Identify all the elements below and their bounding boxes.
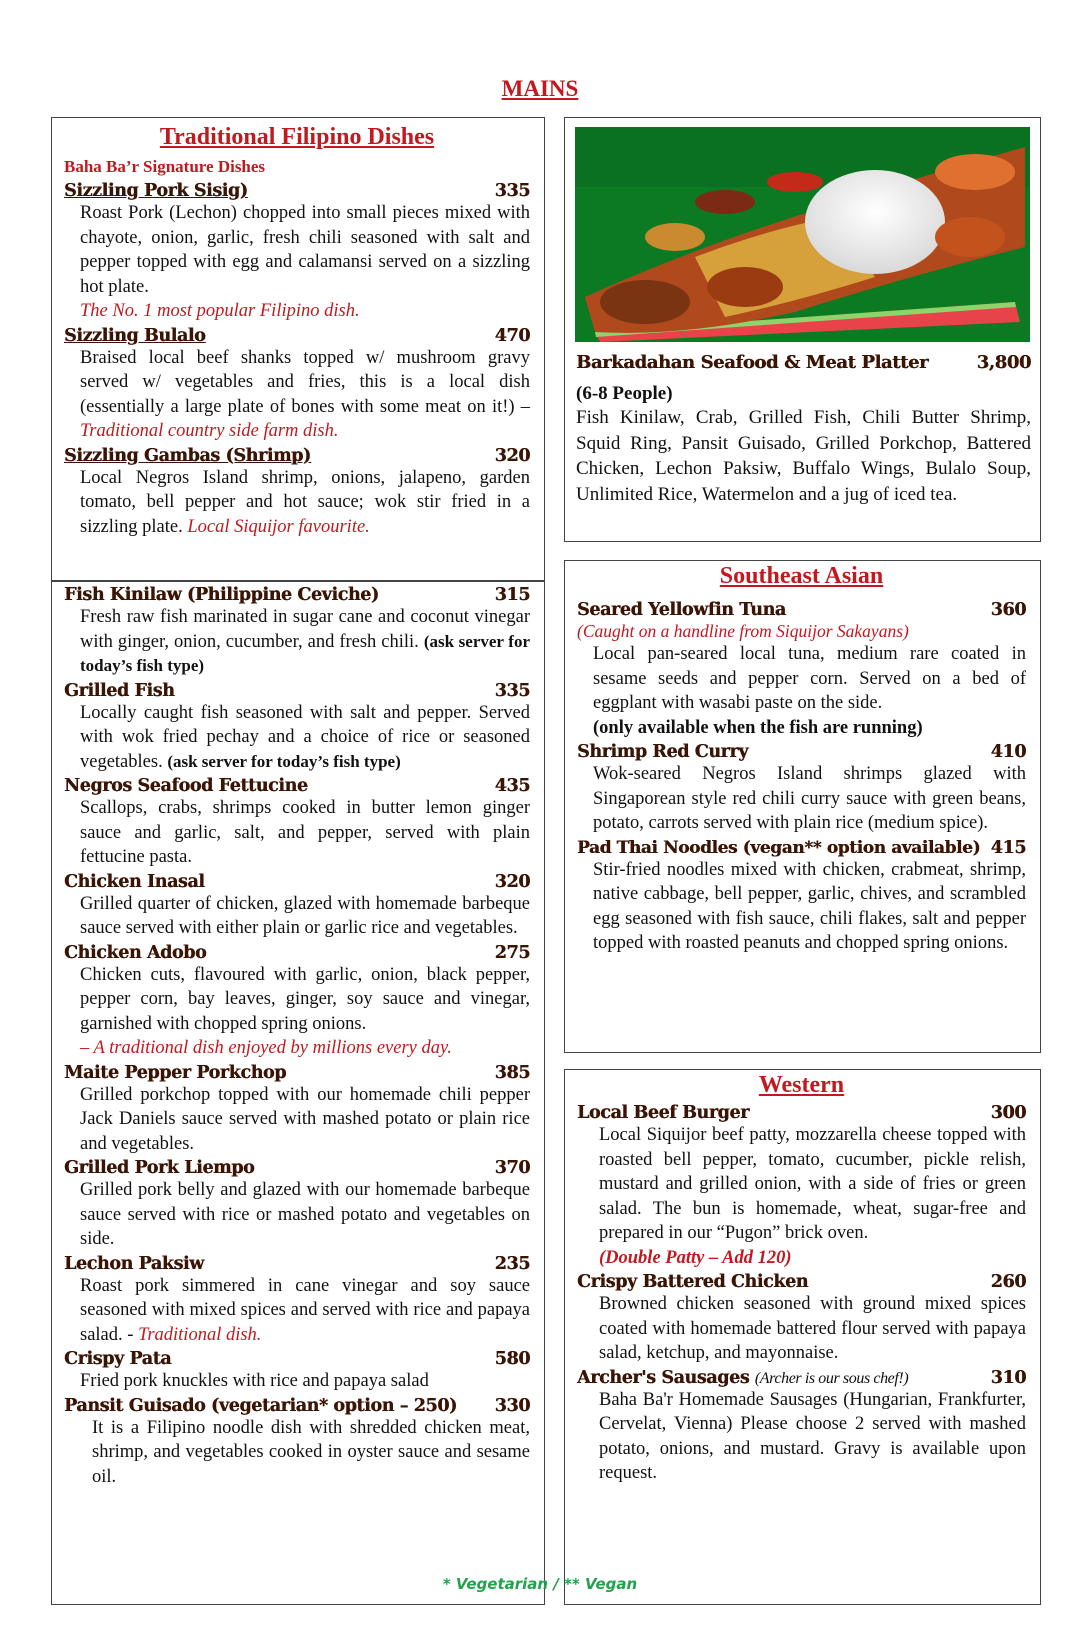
item-name: Chicken Inasal — [64, 871, 205, 892]
item-desc: Chicken cuts, flavoured with garlic, onion, black pepper, pepper corn, bay leaves, ginger, soy sauce and vinegar, garnished with chopped spring onions. — [80, 964, 530, 1034]
item-desc: Scallops, crabs, shrimps cooked in butter lemon ginger sauce and garlic, salt, and pepper, served with plain fettucine pasta. — [80, 798, 530, 867]
item-price: 235 — [494, 1253, 530, 1274]
platter-people: (6-8 People) — [576, 383, 673, 404]
platter-desc: Fish Kinilaw, Crab, Grilled Fish, Chili Butter Shrimp, Squid Ring, Pansit Guisado, Grilled Porkchop, Battered Chicken, Lechon Paksiw, Buffalo Wings, Bulalo Soup, Unlimited Rice, Watermelon and a jug of iced tea. — [576, 407, 1031, 505]
menu-item-sisig — [64, 181, 530, 324]
item-price: 330 — [494, 1395, 530, 1416]
item-price: 300 — [990, 1103, 1026, 1123]
item-desc: Roast pork simmered in cane vinegar and soy sauce seasoned with mixed spices and served with rice and papaya salad. - — [80, 1275, 530, 1345]
menu-item-burger — [577, 1103, 1026, 1270]
item-note: The No. 1 most popular Filipino dish. — [80, 301, 360, 321]
diet-legend: * Vegetarian / ** Vegan — [442, 1575, 638, 1593]
item-name: Local Beef Burger — [577, 1103, 749, 1123]
item-price: 385 — [494, 1062, 530, 1083]
item-name: Lechon Paksiw — [64, 1253, 204, 1274]
item-price: 470 — [494, 325, 530, 346]
item-desc: Stir-fried noodles mixed with chicken, crabmeat, shrimp, native cabbage, bell pepper, garlic, chives, and scrambled egg seasoned with fish sauce, chili flakes, salt and pepper topped with roasted peanuts and chopped spring onions. — [593, 859, 1026, 953]
item-name: Sizzling Bulalo — [64, 325, 206, 346]
platter-image — [575, 127, 1030, 342]
item-name: Crispy Pata — [64, 1349, 172, 1369]
item-desc: Browned chicken seasoned with ground mixed spices coated with homemade battered flour served with papaya salad, ketchup, and mayonnaise. — [599, 1294, 1026, 1363]
item-name: Sizzling Gambas (Shrimp) — [64, 445, 311, 466]
item-desc: Braised local beef shanks topped w/ mushroom gravy served w/ vegetables and fries, this is a local dish (essentially a large plate of bones with some meat on it!) – — [80, 347, 530, 417]
menu-item-gambas — [64, 446, 530, 540]
menu-item-crispy-pata — [64, 1349, 530, 1394]
page-title: MAINS — [501, 76, 579, 101]
southeast-box — [564, 560, 1041, 1053]
item-name: Negros Seafood Fettucine — [64, 776, 308, 796]
item-desc: Grilled porkchop topped with our homemade chili pepper Jack Daniels sauce served with mashed potato or plain rice and vegetables. — [80, 1084, 530, 1154]
platter-text — [576, 350, 1031, 507]
item-price: 315 — [494, 585, 530, 605]
menu-item-adobo — [64, 943, 530, 1061]
platter-name: Barkadahan Seafood & Meat Platter — [576, 352, 929, 373]
traditional-box — [51, 117, 545, 582]
item-name: Fish Kinilaw (Philippine Ceviche) — [64, 585, 379, 605]
item-name: Grilled Fish — [64, 680, 175, 701]
item-desc: Wok-seared Negros Island shrimps glazed with Singaporean style red chili curry sauce with green beans, potato, carrots served with plain rice (medium spice). — [593, 764, 1026, 833]
item-desc: It is a Filipino noodle dish with shredded chicken meat, shrimp, and vegetables cooked in oyster sauce and sesame oil. — [92, 1417, 530, 1487]
southeast-title: Southeast Asian — [719, 563, 884, 589]
item-price: 320 — [494, 445, 530, 466]
item-price: 435 — [494, 776, 530, 796]
item-name: Seared Yellowfin Tuna — [577, 600, 786, 620]
item-note: Local Siquijor favourite. — [187, 516, 370, 537]
traditional-title: Traditional Filipino Dishes — [159, 124, 435, 150]
menu-item-sausages — [577, 1368, 1026, 1486]
western-title: Western — [758, 1072, 845, 1098]
item-price: 360 — [990, 600, 1026, 620]
item-name: Pansit Guisado (vegetarian* option – 250) — [64, 1395, 457, 1416]
item-name: Grilled Pork Liempo — [64, 1158, 255, 1178]
menu-item-kinilaw — [64, 585, 530, 679]
item-desc: Fried pork knuckles with rice and papaya salad — [80, 1371, 429, 1391]
item-name: Archer's Sausages — [577, 1367, 750, 1388]
platter-photo-svg — [575, 127, 1030, 342]
item-name: Sizzling Pork Sisig) — [64, 181, 248, 201]
item-name-note: (Archer is our sous chef!) — [754, 1369, 909, 1387]
item-subnote: (Caught on a handline from Siquijor Sakayans) — [577, 621, 909, 641]
menu-item-grilled-fish — [64, 681, 530, 775]
item-desc: Local pan-seared local tuna, medium rare coated in sesame seeds and pepper corn. Served on a bed of eggplant with wasabi paste on the side. — [593, 644, 1026, 713]
item-desc: Local Siquijor beef patty, mozzarella cheese topped with roasted bell pepper, tomato, cucumber, pickle relish, mustard and grilled onion, with a side of fries or green salad. The bun is homemade, wheat, sugar-free and prepared in our “Pugon” brick oven. — [599, 1125, 1026, 1243]
menu-item-bulalo — [64, 326, 530, 444]
traditional-more-box — [51, 580, 545, 1605]
item-name: Maite Pepper Porkchop — [64, 1062, 287, 1083]
menu-item-paksiw — [64, 1254, 530, 1348]
western-box — [564, 1069, 1041, 1605]
item-desc: Baha Ba'r Homemade Sausages (Hungarian, Frankfurter, Cervelat, Vienna) Please choose 2 served with mashed potato, onions, and mustard. Gravy is available upon request. — [599, 1389, 1026, 1483]
menu-item-inasal — [64, 872, 530, 941]
item-desc: Locally caught fish seasoned with salt and pepper. Served with wok fried pechay and a choice of rice or seasoned vegetables. — [80, 702, 530, 772]
item-note: Traditional country side farm dish. — [80, 421, 339, 441]
item-desc: Grilled pork belly and glazed with our homemade barbeque sauce served with rice or mashed potato and vegetables on side. — [80, 1180, 530, 1249]
item-name: Chicken Adobo — [64, 942, 207, 963]
item-price: 310 — [990, 1367, 1026, 1388]
item-price: 415 — [990, 837, 1026, 858]
menu-item-pansit — [64, 1396, 530, 1490]
menu-item-porkchop — [64, 1063, 530, 1157]
item-desc: Local Negros Island shrimp, onions, jalapeno, garden tomato, bell pepper and hot sauce; wok stir fried in a sizzling plate. — [80, 467, 530, 537]
item-name: Shrimp Red Curry — [577, 742, 748, 762]
item-price: 410 — [990, 742, 1026, 762]
item-price: 335 — [494, 181, 530, 201]
item-desc: Roast Pork (Lechon) chopped into small pieces mixed with chayote, onion, garlic, fresh chili seasoned with salt and pepper topped with egg and calamansi served on a sizzling hot plate. — [80, 203, 530, 297]
traditional-subtitle: Baha Ba’r Signature Dishes — [64, 157, 266, 176]
item-price: 260 — [990, 1272, 1026, 1292]
item-note: (ask server for today’s fish type) — [167, 751, 401, 771]
item-note: (ask server for today’s fish type) — [80, 631, 530, 675]
item-desc: Grilled quarter of chicken, glazed with homemade barbeque sauce served with either plain or garlic rice and vegetables. — [80, 893, 530, 938]
item-price: 275 — [494, 942, 530, 963]
item-desc: Fresh raw fish marinated in sugar cane and coconut vinegar with ginger, onion, cucumber, and fresh chili. — [80, 607, 530, 652]
menu-item-pad-thai — [577, 838, 1026, 956]
item-name: Crispy Battered Chicken — [577, 1272, 808, 1292]
item-note: (Double Patty – Add 120) — [599, 1247, 792, 1268]
item-note: (only available when the fish are running) — [593, 717, 923, 738]
item-note: Traditional dish. — [138, 1324, 262, 1345]
item-price: 320 — [494, 871, 530, 892]
menu-item-tuna — [577, 600, 1026, 740]
item-price: 580 — [494, 1349, 530, 1369]
platter-price: 3,800 — [976, 352, 1031, 373]
menu-item-red-curry — [577, 742, 1026, 836]
menu-item-fettucine — [64, 776, 530, 870]
item-price: 335 — [494, 680, 530, 701]
item-name: Pad Thai Noodles (vegan** option available) — [577, 837, 981, 858]
item-price: 370 — [494, 1158, 530, 1178]
menu-item-liempo — [64, 1158, 530, 1252]
menu-item-battered-chicken — [577, 1272, 1026, 1366]
item-note: – A traditional dish enjoyed by millions every day. — [80, 1038, 452, 1058]
